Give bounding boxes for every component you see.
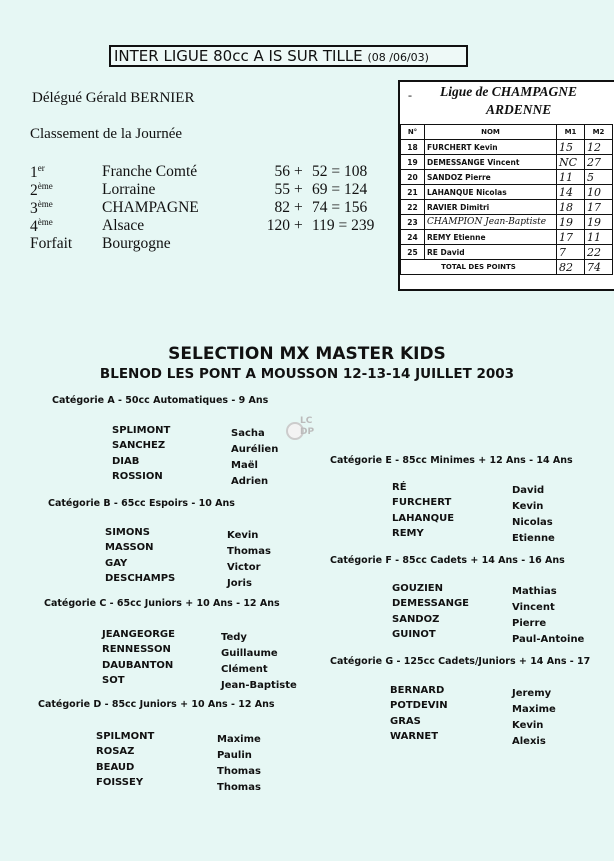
team-row-name: RAVIER Dimitri — [425, 200, 557, 215]
team-row-number: 23 — [401, 215, 425, 230]
card-dash: - — [408, 88, 412, 102]
team-row-m2: 17 — [585, 200, 613, 215]
rider-last-name: REMY — [392, 527, 424, 539]
rider-first-name: Maxime — [217, 734, 261, 745]
team-row-m1: NC — [557, 155, 585, 170]
rider-first-name: Kevin — [227, 530, 259, 541]
team-row — [401, 140, 613, 155]
team-row-m1: 19 — [557, 215, 585, 230]
rider-first-name: Joris — [227, 577, 252, 589]
rank-plus: + — [294, 181, 303, 198]
rider-first-name: Aurélien — [231, 443, 279, 455]
rider-first-name: Maël — [231, 459, 258, 471]
rider-first-name: Sacha — [231, 428, 265, 439]
rider-first-name: Vincent — [512, 601, 555, 613]
stamp-text-1: LC — [300, 416, 313, 426]
rider-last-name: SANCHEZ — [112, 440, 166, 452]
rider-first-name: Clément — [221, 663, 268, 675]
rank-region: Alsace — [102, 217, 145, 234]
rider-first-name: Kevin — [512, 500, 544, 512]
team-row-m1: 14 — [557, 185, 585, 200]
category-heading: Catégorie C - 65cc Juniors + 10 Ans - 12 Ans — [44, 598, 280, 609]
rider-last-name: DIAB — [112, 455, 140, 467]
team-row-m2: 10 — [585, 185, 613, 200]
rank-region: Bourgogne — [102, 235, 171, 252]
rank-suffix: ème — [37, 181, 53, 191]
team-row-name: SANDOZ Pierre — [425, 170, 557, 185]
rank-score-total: 119 = 239 — [312, 217, 375, 234]
rider-first-name: Tedy — [221, 632, 247, 643]
rider-first-name: Kevin — [512, 719, 544, 731]
rank-region: CHAMPAGNE — [102, 199, 199, 216]
stamp-logo — [286, 416, 324, 442]
rider-first-name: Guillaume — [221, 647, 278, 659]
rider-last-name: JEANGEORGE — [102, 629, 175, 640]
rider-first-name: Victor — [227, 561, 261, 573]
rider-last-name: SPILMONT — [96, 731, 155, 742]
rider-first-name: Thomas — [217, 781, 261, 793]
rank-number: 2 — [30, 182, 38, 199]
rank-number: 1 — [30, 164, 38, 181]
rider-last-name: BEAUD — [96, 761, 135, 773]
rank-plus: + — [294, 199, 303, 216]
rank-number: 3 — [30, 200, 38, 217]
selection-title: SELECTION MX MASTER KIDS — [168, 344, 446, 364]
category-heading: Catégorie D - 85cc Juniors + 10 Ans - 12 Ans — [38, 699, 275, 710]
team-row-m2: 12 — [585, 140, 613, 155]
team-total-row — [401, 260, 613, 275]
category-heading: Catégorie A - 50cc Automatiques - 9 Ans — [52, 395, 269, 406]
document-title — [109, 45, 468, 67]
team-row-name: RE David — [425, 245, 557, 260]
team-row-number: 25 — [401, 245, 425, 260]
rank-region: Lorraine — [102, 181, 156, 198]
category-heading: Catégorie G - 125cc Cadets/Juniors + 14 Ans - 17 — [330, 656, 591, 667]
rider-last-name: MASSON — [105, 542, 154, 554]
team-row — [401, 200, 613, 215]
ranking-row — [30, 163, 370, 183]
rank-region: Franche Comté — [102, 163, 198, 180]
rider-last-name: DESCHAMPS — [105, 572, 176, 584]
team-row-m1: 18 — [557, 200, 585, 215]
team-row-name: LAHANQUE Nicolas — [425, 185, 557, 200]
total-m2: 74 — [585, 260, 613, 275]
rank-score-total: 74 = 156 — [312, 199, 368, 216]
title-text: INTER LIGUE 80cc A IS SUR TILLE — [114, 47, 363, 65]
team-row — [401, 230, 613, 245]
rider-last-name: RENNESSON — [102, 644, 171, 656]
team-score-card — [398, 80, 614, 291]
team-row-name: REMY Etienne — [425, 230, 557, 245]
team-row-m1: 7 — [557, 245, 585, 260]
rider-last-name: FOISSEY — [96, 776, 144, 788]
col-num-header: N° — [401, 125, 425, 140]
ranking-row — [30, 235, 370, 255]
rider-first-name: Paulin — [217, 749, 252, 761]
team-row-m2: 11 — [585, 230, 613, 245]
rider-last-name: FURCHERT — [392, 497, 452, 509]
team-row — [401, 170, 613, 185]
team-row-m1: 11 — [557, 170, 585, 185]
rank-suffix: ème — [37, 217, 53, 227]
team-row-m1: 17 — [557, 230, 585, 245]
rider-first-name: Jean-Baptiste — [221, 679, 297, 691]
rider-last-name: ROSAZ — [96, 746, 135, 758]
rider-last-name: SPLIMONT — [112, 425, 171, 436]
rider-last-name: SOT — [102, 674, 125, 686]
col-name-header: NOM — [425, 125, 557, 140]
rider-first-name: Thomas — [217, 765, 261, 777]
rank-suffix: er — [37, 163, 45, 173]
ranking-row — [30, 181, 370, 201]
rider-last-name: BERNARD — [390, 685, 445, 696]
rank-score-m1: 56 — [274, 163, 290, 180]
rider-last-name: GOUZIEN — [392, 583, 444, 594]
rider-first-name: Alexis — [512, 735, 546, 747]
team-row-name: FURCHERT Kevin — [425, 140, 557, 155]
rider-first-name: Mathias — [512, 586, 557, 597]
rider-first-name: Maxime — [512, 703, 556, 715]
total-m1: 82 — [557, 260, 585, 275]
rider-last-name: LAHANQUE — [392, 512, 455, 524]
rider-first-name: Thomas — [227, 545, 271, 557]
league-name-line2: ARDENNE — [486, 102, 552, 117]
rider-first-name: Pierre — [512, 617, 547, 629]
team-row-name: DEMESSANGE Vincent — [425, 155, 557, 170]
category-heading: Catégorie F - 85cc Cadets + 14 Ans - 16 Ans — [330, 555, 565, 566]
team-row-m2: 19 — [585, 215, 613, 230]
rank-score-total: 69 = 124 — [312, 181, 368, 198]
team-row — [401, 215, 613, 230]
category-heading: Catégorie B - 65cc Espoirs - 10 Ans — [48, 498, 235, 509]
rider-last-name: GUINOT — [392, 628, 436, 640]
delegate-line: Délégué Gérald BERNIER — [32, 90, 195, 106]
total-label: TOTAL DES POINTS — [401, 260, 557, 275]
team-table-header — [401, 125, 613, 140]
team-row-m2: 5 — [585, 170, 613, 185]
team-row-number: 22 — [401, 200, 425, 215]
team-row-m2: 27 — [585, 155, 613, 170]
rider-first-name: Nicolas — [512, 516, 553, 528]
team-row-m1: 15 — [557, 140, 585, 155]
rank-number: Forfait — [30, 235, 73, 252]
team-row — [401, 155, 613, 170]
rider-last-name: GAY — [105, 557, 128, 569]
team-row — [401, 185, 613, 200]
ranking-heading: Classement de la Journée — [30, 126, 183, 142]
rider-first-name: Etienne — [512, 532, 555, 544]
rider-last-name: POTDEVIN — [390, 700, 448, 712]
rank-suffix: ème — [37, 199, 53, 209]
rank-plus: + — [294, 163, 303, 180]
rider-first-name: David — [512, 485, 545, 496]
col-m2-header: M2 — [585, 125, 613, 140]
rider-last-name: SANDOZ — [392, 613, 440, 625]
team-row-m2: 22 — [585, 245, 613, 260]
team-row — [401, 245, 613, 260]
team-row-number: 18 — [401, 140, 425, 155]
ranking-row — [30, 199, 370, 219]
team-row-number: 20 — [401, 170, 425, 185]
stamp-text-2: DP — [300, 427, 315, 437]
team-row-name: CHAMPION Jean-Baptiste — [425, 215, 557, 230]
rank-plus: + — [294, 217, 303, 234]
team-row-number: 21 — [401, 185, 425, 200]
rider-last-name: GRAS — [390, 715, 421, 727]
rider-first-name: Paul-Antoine — [512, 633, 585, 645]
rank-score-m1: 55 — [274, 181, 290, 198]
team-row-number: 24 — [401, 230, 425, 245]
rider-first-name: Jeremy — [512, 688, 552, 699]
selection-subtitle: BLENOD LES PONT A MOUSSON 12-13-14 JUILLET 2003 — [99, 366, 515, 382]
rider-last-name: DAUBANTON — [102, 659, 174, 671]
rank-score-total: 52 = 108 — [312, 163, 368, 180]
rider-last-name: WARNET — [390, 730, 439, 742]
rider-last-name: DEMESSANGE — [392, 598, 470, 610]
col-m1-header: M1 — [557, 125, 585, 140]
rider-last-name: SIMONS — [105, 527, 150, 538]
rider-first-name: Adrien — [231, 475, 269, 487]
rank-score-m1: 120 — [266, 217, 290, 234]
rank-score-m1: 82 — [274, 199, 290, 216]
category-heading: Catégorie E - 85cc Minimes + 12 Ans - 14 Ans — [330, 455, 573, 466]
rank-number: 4 — [30, 218, 38, 235]
team-score-table — [400, 124, 613, 275]
ranking-row — [30, 217, 375, 237]
team-row-number: 19 — [401, 155, 425, 170]
title-date: (08 /06/03) — [367, 51, 429, 64]
rider-last-name: RÉ — [392, 482, 407, 493]
league-name-line1: Ligue de CHAMPAGNE — [440, 84, 578, 99]
rider-last-name: ROSSION — [112, 470, 163, 482]
